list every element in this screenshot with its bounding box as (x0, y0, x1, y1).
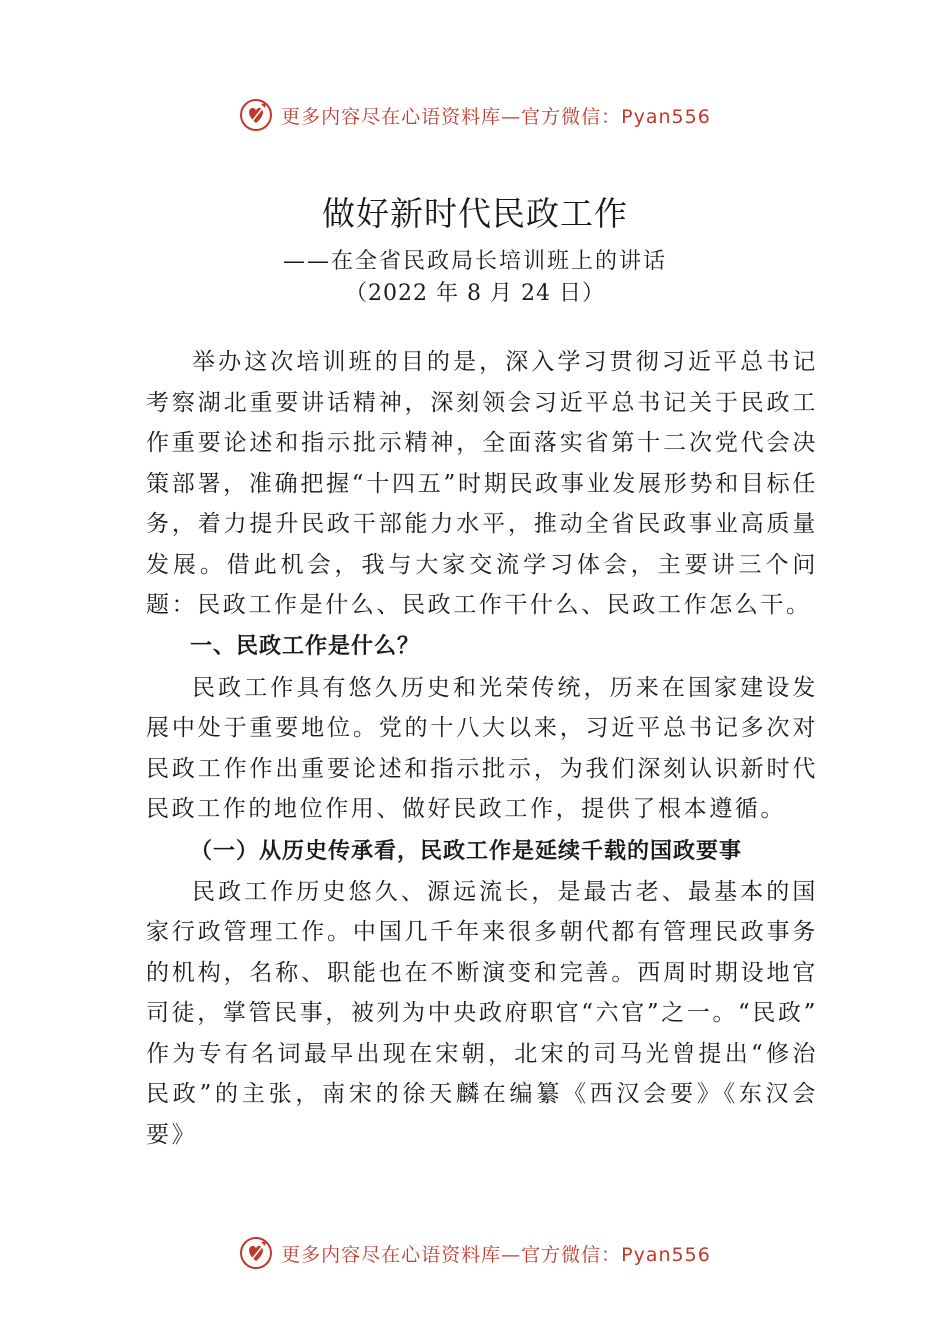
watermark-wechat-id: Pyan556 (621, 1243, 711, 1266)
watermark-text (281, 102, 711, 129)
heart-logo-icon (239, 98, 273, 132)
document-subtitle: ——在全省民政局长培训班上的讲话 (282, 249, 667, 274)
paragraph-section-1: 民政工作具有悠久历史和光荣传统，历来在国家建设发展中处于重要地位。党的十八大以来，习近平总书记多次对民政工作作出重要论述和指示批示，为我们深刻认识新时代民政工作的地位作用、做好民政工作，提供了根本遵循。 (146, 674, 818, 822)
watermark-footer (0, 1233, 950, 1273)
section-heading-1: 一、民政工作是什么？ (190, 633, 421, 659)
watermark-label: 更多内容尽在心语资料库—官方微信： (281, 1243, 622, 1266)
paragraph-intro: 举办这次培训班的目的是，深入学习贯彻习近平总书记考察湖北重要讲话精神，深刻领会习近平总书记关于民政工作重要论述和指示批示精神，全面落实省第十二次党代会决策部署，准确把握“十四五”时期民政事业发展形势和目标任务，着力提升民政干部能力水平，推动全省民政事业高质量发展。借此机会，我与大家交流学习体会，主要讲三个问题：民政工作是什么、民政工作干什么、民政工作怎么干。 (146, 349, 818, 618)
watermark-wechat-id: Pyan556 (621, 105, 711, 128)
document-date: （2022 年 8 月 24 日） (345, 281, 605, 306)
subsection-heading-1: （一）从历史传承看，民政工作是延续千载的国政要事 (190, 837, 743, 864)
watermark-header (0, 95, 950, 135)
watermark-label: 更多内容尽在心语资料库—官方微信： (281, 105, 622, 128)
document-title: 做好新时代民政工作 (322, 194, 628, 233)
heart-logo-icon (239, 1236, 273, 1270)
document-body (146, 342, 818, 1155)
watermark-text (281, 1240, 711, 1267)
paragraph-subsection-1: 民政工作历史悠久、源远流长，是最古老、最基本的国家行政管理工作。中国几千年来很多朝代都有管理民政事务的机构，名称、职能也在不断演变和完善。西周时期设地官司徒，掌管民事，被列为中央政府职官“六官”之一。“民政” 作为专有名词最早出现在宋朝，北宋的司马光曾提出“修治民政”的主张，南宋的徐天麟在编纂《西汉会要》《东汉会要》 (146, 878, 818, 1148)
